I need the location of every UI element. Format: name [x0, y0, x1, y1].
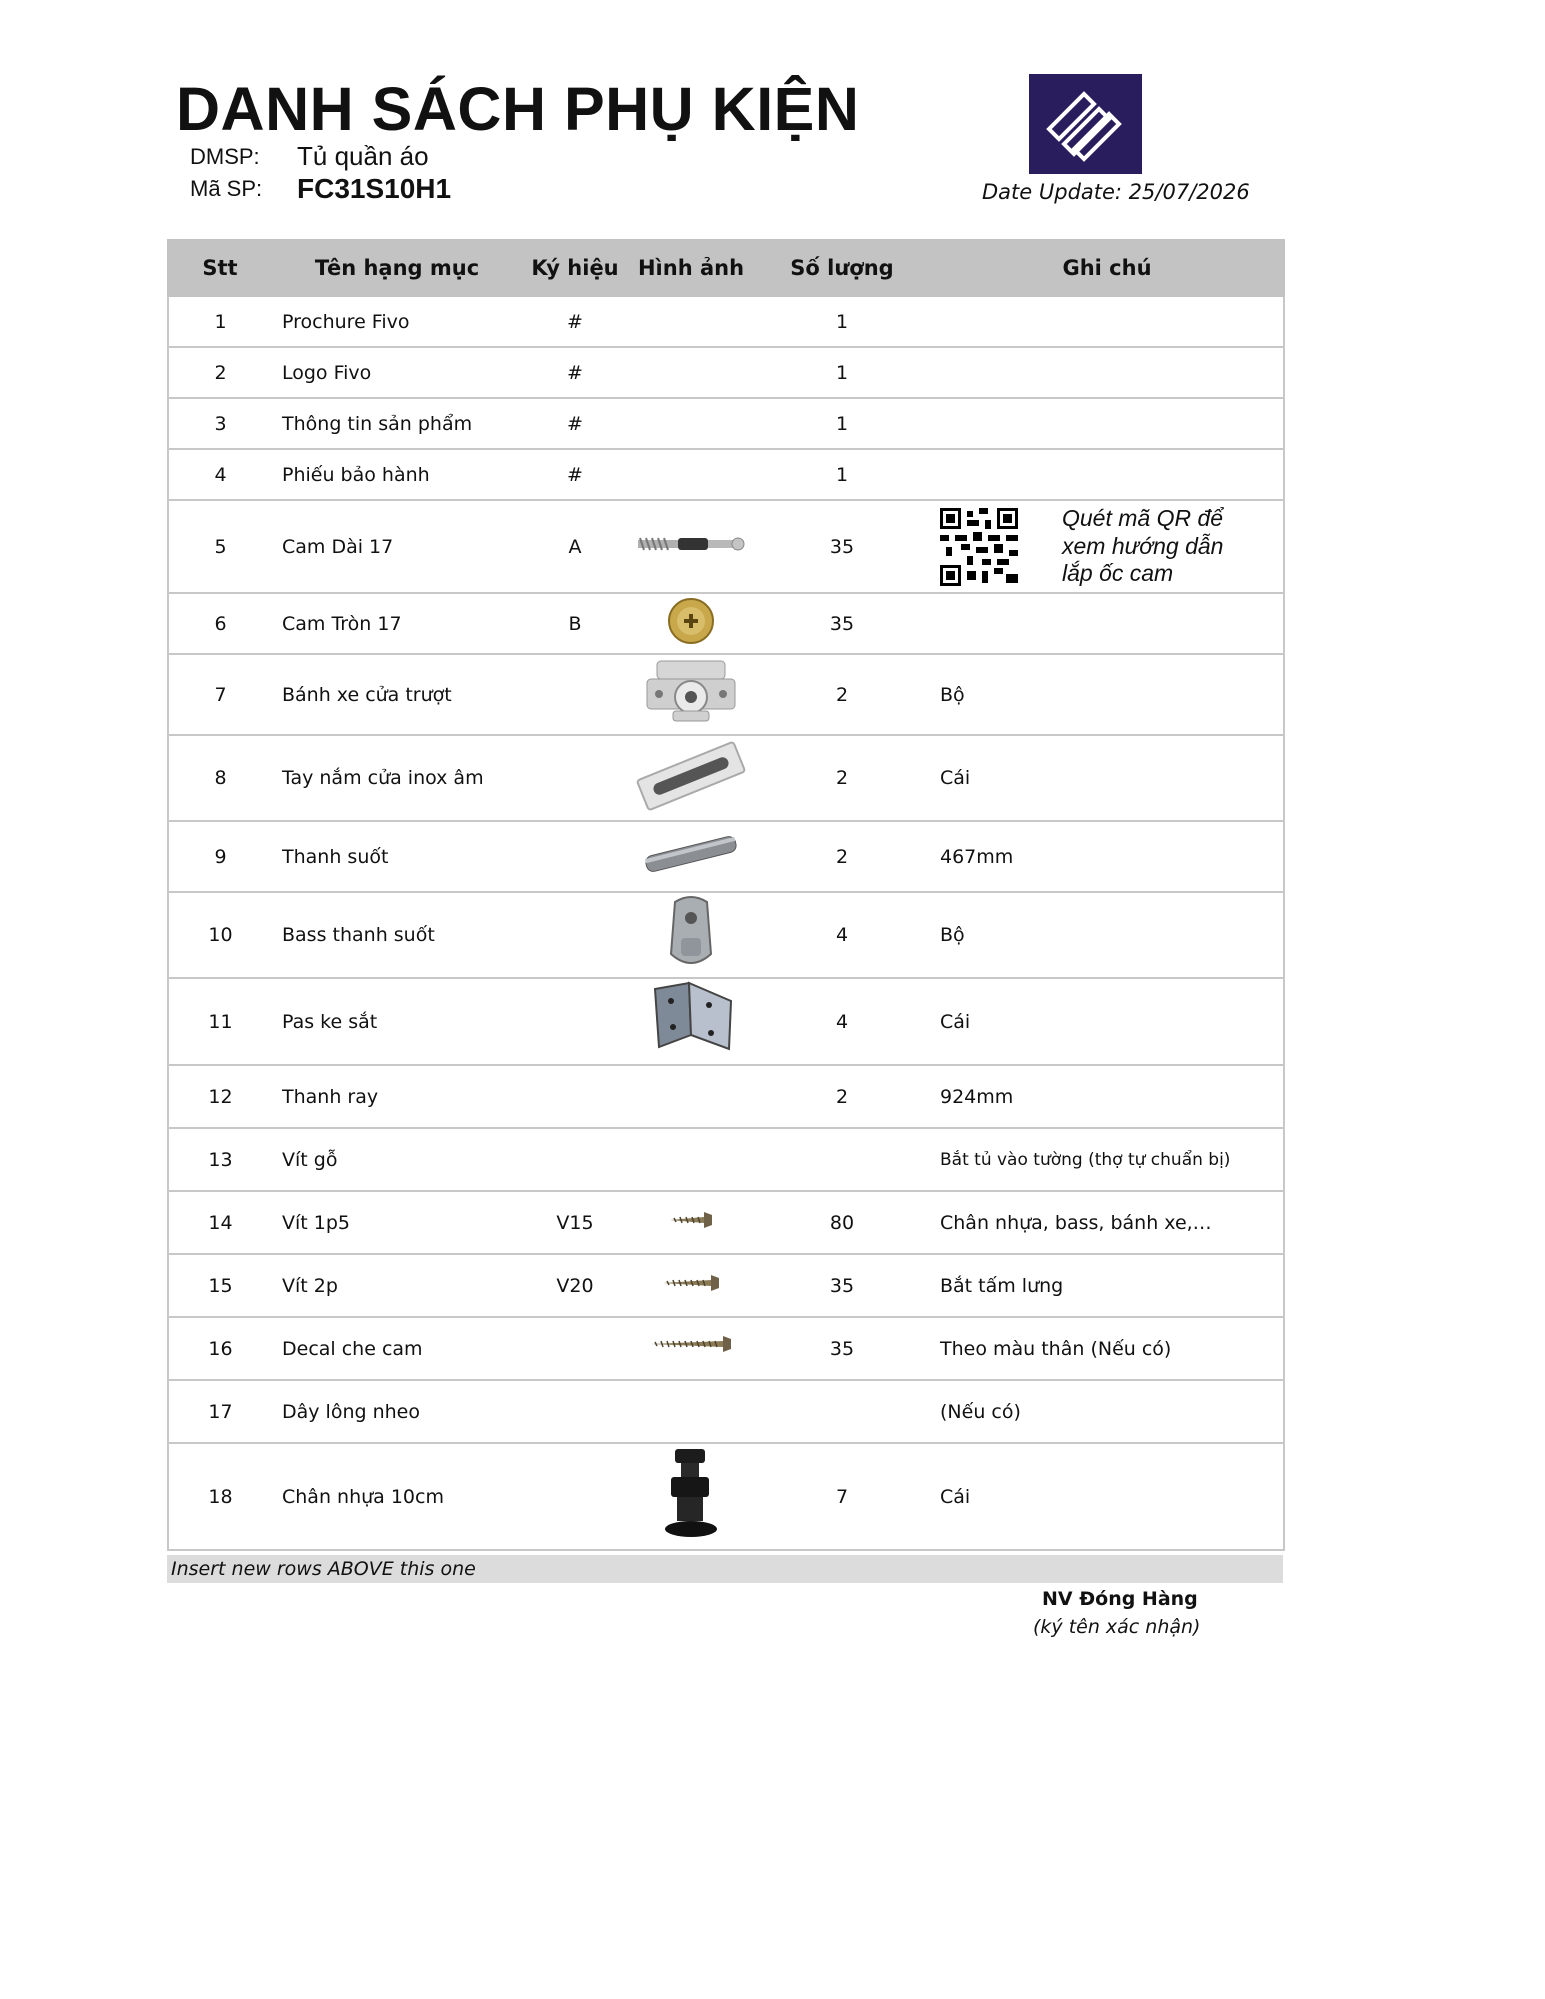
cell-stt: 16: [168, 1317, 272, 1380]
cell-name: Bánh xe cửa trượt: [272, 654, 522, 735]
table-row: [168, 500, 1284, 593]
cell-name: Thanh suốt: [272, 821, 522, 892]
col-header-image: Hình ảnh: [628, 240, 754, 296]
cell-note: (Nếu có): [930, 1380, 1284, 1443]
cell-image: [628, 1380, 754, 1443]
date-update: Date Update: 25/07/2026: [982, 180, 1250, 204]
cell-stt: 13: [168, 1128, 272, 1191]
page-title: DANH SÁCH PHỤ KIỆN: [176, 75, 860, 143]
cell-note: Bộ: [930, 654, 1284, 735]
cell-symbol: V15: [522, 1191, 628, 1254]
qr-instruction-text: Quét mã QR để xem hướng dẫn lắp ốc cam: [1062, 505, 1224, 587]
cell-image: [628, 398, 754, 449]
cell-image: [628, 735, 754, 821]
cell-stt: 5: [168, 500, 272, 593]
table-row: [168, 654, 1284, 735]
col-header-stt: Stt: [168, 240, 272, 296]
table-row: [168, 1317, 1284, 1380]
cell-name: Chân nhựa 10cm: [272, 1443, 522, 1550]
table-row: [168, 296, 1284, 347]
cell-name: Cam Tròn 17: [272, 593, 522, 654]
cell-stt: 3: [168, 398, 272, 449]
screw-short-icon: [666, 1209, 716, 1231]
cell-symbol: [522, 978, 628, 1065]
col-header-note: Ghi chú: [930, 240, 1284, 296]
table-row: [168, 1191, 1284, 1254]
cell-stt: 8: [168, 735, 272, 821]
table-row: [168, 1443, 1284, 1550]
cell-symbol: [522, 892, 628, 978]
col-header-symbol: Ký hiệu: [522, 240, 628, 296]
cell-quantity: 35: [754, 1317, 930, 1380]
cell-quantity: 35: [754, 500, 930, 593]
table-row: [168, 978, 1284, 1065]
cell-name: Cam Dài 17: [272, 500, 522, 593]
cell-symbol: [522, 1317, 628, 1380]
cell-name: Prochure Fivo: [272, 296, 522, 347]
cam-round-icon: [666, 596, 716, 646]
cell-quantity: 1: [754, 449, 930, 500]
cell-image: [628, 1191, 754, 1254]
cell-stt: 18: [168, 1443, 272, 1550]
cell-image: [628, 654, 754, 735]
cell-note: Theo màu thân (Nếu có): [930, 1317, 1284, 1380]
cam-dowel-icon: [636, 532, 746, 556]
table-row: [168, 1065, 1284, 1128]
cell-note: Bắt tấm lưng: [930, 1254, 1284, 1317]
cell-quantity: [754, 1380, 930, 1443]
cell-note: [930, 296, 1284, 347]
table-row: [168, 821, 1284, 892]
qr-code-icon: [940, 508, 1018, 586]
cell-note: Cái: [930, 735, 1284, 821]
cell-name: Vít gỗ: [272, 1128, 522, 1191]
cell-stt: 14: [168, 1191, 272, 1254]
cell-symbol: #: [522, 347, 628, 398]
cell-name: Decal che cam: [272, 1317, 522, 1380]
cell-note: Cái: [930, 1443, 1284, 1550]
plastic-leg-icon: [661, 1447, 721, 1541]
cell-quantity: 4: [754, 892, 930, 978]
cell-quantity: 1: [754, 296, 930, 347]
cell-symbol: [522, 1128, 628, 1191]
cell-symbol: #: [522, 398, 628, 449]
cell-image: [628, 296, 754, 347]
cell-image: [628, 1443, 754, 1550]
cell-quantity: 2: [754, 735, 930, 821]
cell-quantity: 2: [754, 821, 930, 892]
cell-name: Thanh ray: [272, 1065, 522, 1128]
cell-quantity: 35: [754, 1254, 930, 1317]
col-header-quantity: Số lượng: [754, 240, 930, 296]
cell-quantity: 1: [754, 347, 930, 398]
cell-image: [628, 1128, 754, 1191]
cell-quantity: 2: [754, 654, 930, 735]
cell-symbol: A: [522, 500, 628, 593]
cell-stt: 1: [168, 296, 272, 347]
cell-symbol: #: [522, 296, 628, 347]
cell-image: [628, 1254, 754, 1317]
recessed-handle-icon: [633, 738, 749, 814]
cell-note: 467mm: [930, 821, 1284, 892]
cell-name: Phiếu bảo hành: [272, 449, 522, 500]
cell-symbol: V20: [522, 1254, 628, 1317]
cell-symbol: #: [522, 449, 628, 500]
table-row: [168, 347, 1284, 398]
cell-name: Bass thanh suốt: [272, 892, 522, 978]
cell-quantity: 4: [754, 978, 930, 1065]
cell-symbol: B: [522, 593, 628, 654]
cell-name: Logo Fivo: [272, 347, 522, 398]
table-row: [168, 892, 1284, 978]
cell-stt: 9: [168, 821, 272, 892]
table-row: [168, 735, 1284, 821]
cell-image: [628, 1065, 754, 1128]
cell-stt: 11: [168, 978, 272, 1065]
cell-note: 924mm: [930, 1065, 1284, 1128]
cell-stt: 7: [168, 654, 272, 735]
cell-stt: 10: [168, 892, 272, 978]
cell-note: [930, 593, 1284, 654]
cell-name: Pas ke sắt: [272, 978, 522, 1065]
table-row: [168, 1254, 1284, 1317]
insert-rows-note: Insert new rows ABOVE this one: [167, 1555, 1283, 1583]
signer-title: NV Đóng Hàng: [1042, 1588, 1198, 1610]
hanging-rod-icon: [641, 830, 741, 878]
cell-image: [628, 978, 754, 1065]
cell-symbol: [522, 1443, 628, 1550]
table-row: [168, 1380, 1284, 1443]
cell-name: Dây lông nheo: [272, 1380, 522, 1443]
dmsp-value: Tủ quần áo: [297, 141, 429, 171]
cell-stt: 15: [168, 1254, 272, 1317]
cell-stt: 4: [168, 449, 272, 500]
cell-stt: 17: [168, 1380, 272, 1443]
cell-quantity: 2: [754, 1065, 930, 1128]
angle-bracket-icon: [645, 979, 737, 1059]
cell-symbol: [522, 821, 628, 892]
cell-quantity: 80: [754, 1191, 930, 1254]
cell-quantity: 7: [754, 1443, 930, 1550]
cell-name: Vít 2p: [272, 1254, 522, 1317]
accessory-table: [167, 239, 1285, 1551]
cell-image: [628, 500, 754, 593]
cell-quantity: [754, 1128, 930, 1191]
cell-quantity: 1: [754, 398, 930, 449]
signer-subtitle: (ký tên xác nhận): [1033, 1616, 1201, 1638]
cell-note: Bắt tủ vào tường (thợ tự chuẩn bị): [930, 1128, 1284, 1191]
masp-value: FC31S10H1: [297, 173, 452, 204]
cell-note: Chân nhựa, bass, bánh xe,…: [930, 1191, 1284, 1254]
cell-note: [930, 347, 1284, 398]
table-row: [168, 593, 1284, 654]
cell-stt: 12: [168, 1065, 272, 1128]
cell-note: [930, 449, 1284, 500]
col-header-name: Tên hạng mục: [272, 240, 522, 296]
table-header-row: [168, 240, 1284, 296]
roller-wheel-icon: [643, 659, 739, 725]
table-row: [168, 398, 1284, 449]
cell-name: Vít 1p5: [272, 1191, 522, 1254]
cell-image: [628, 593, 754, 654]
cell-image: [628, 821, 754, 892]
cell-image: [628, 449, 754, 500]
cell-image: [628, 347, 754, 398]
table-row: [168, 1128, 1284, 1191]
dmsp-label: DMSP:: [190, 144, 260, 169]
brand-logo: [1029, 74, 1142, 174]
masp-label: Mã SP:: [190, 176, 263, 201]
cell-note: Bộ: [930, 892, 1284, 978]
cell-name: Thông tin sản phẩm: [272, 398, 522, 449]
cell-stt: 6: [168, 593, 272, 654]
cell-symbol: [522, 735, 628, 821]
cell-note: Cái: [930, 978, 1284, 1065]
cell-stt: 2: [168, 347, 272, 398]
screw-medium-icon: [659, 1272, 723, 1294]
screw-long-icon: [647, 1333, 735, 1355]
cell-note: [930, 398, 1284, 449]
cell-quantity: 35: [754, 593, 930, 654]
table-row: [168, 449, 1284, 500]
cell-image: [628, 892, 754, 978]
cell-note: [930, 500, 1284, 593]
cell-name: Tay nắm cửa inox âm: [272, 735, 522, 821]
cell-image: [628, 1317, 754, 1380]
rod-bracket-icon: [661, 894, 721, 972]
cell-symbol: [522, 1380, 628, 1443]
cell-symbol: [522, 1065, 628, 1128]
cell-symbol: [522, 654, 628, 735]
